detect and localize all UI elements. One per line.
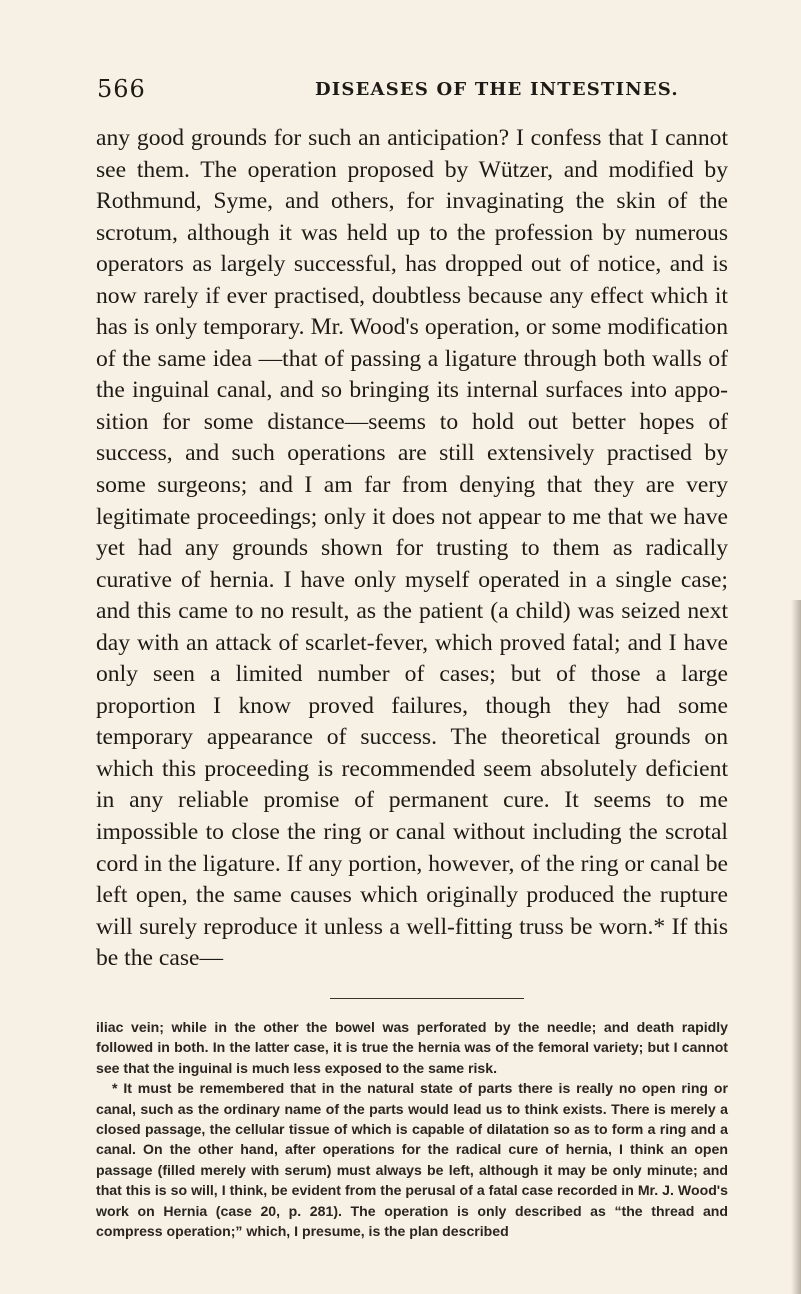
- running-head: DISEASES OF THE INTESTINES.: [315, 79, 679, 100]
- footnote-divider: [330, 998, 524, 999]
- page-edge-shadow: [791, 600, 801, 1294]
- footnote-continuation: iliac vein; while in the other the bowel was perforated by the needle; and death rapidly followed in both. In the latter case, it is true the hernia was of the femoral variety; but I cannot see that the inguinal is much less exposed to the same risk.: [96, 1019, 728, 1076]
- page-header: [97, 75, 741, 105]
- page-number: 566: [97, 75, 146, 103]
- footnote-asterisk: * It must be remembered that in the natural state of parts there is really no open ring or canal, such as the ordinary name of the parts would lead us to think exists. There is merely a closed passage, the cellular tissue of which is capable of dilatation so as to form a ring and a canal. On the other hand, after operations for the radical cure of hernia, I think an open passage (filled merely with serum) must always be left, although it may be only minute; and that this is so will, I think, be evident from the perusal of a fatal case recorded in Mr. J. Wood's work on Hernia (case 20, p. 281). The operation is only described as “the thread and compress operation;” which, I presume, is the plan described: [96, 1080, 728, 1240]
- body-paragraph: any good grounds for such an anticipation? I confess that I cannot see them. The operation proposed by Wützer, and modified by Rothmund, Syme, and others, for invaginating the skin of the scrotum, although it was held up to the profession by numerous operators as largely successful, has dropped out of notice, and is now rarely if ever practised, doubtless because any effect which it has is only temporary. Mr. Wood's operation, or some modification of the same idea —that of passing a ligature through both walls of the inguinal canal, and so bringing its internal surfaces into apposition for some distance—seems to hold out better hopes of success, and such operations are still extensively practised by some surgeons; and I am far from denying that they are very legitimate proceedings; only it does not appear to me that we have yet had any grounds shown for trusting to them as radically curative of hernia. I have only myself operated in a single case; and this came to no result, as the patient (a child) was seized next day with an attack of scarlet-fever, which proved fatal; and I have only seen a limited number of cases; but of those a large proportion I know proved failures, though they had some temporary appearance of success. The theoretical grounds on which this proceeding is recommended seem absolutely deficient in any reliable promise of permanent cure. It seems to me impossible to close the ring or canal without including the scrotal cord in the ligature. If any portion, however, of the ring or canal be left open, the same causes which originally produced the rupture will surely reproduce it unless a well-fitting truss be worn.* If this be the case—: [96, 125, 728, 972]
- footnotes: [96, 1017, 728, 1241]
